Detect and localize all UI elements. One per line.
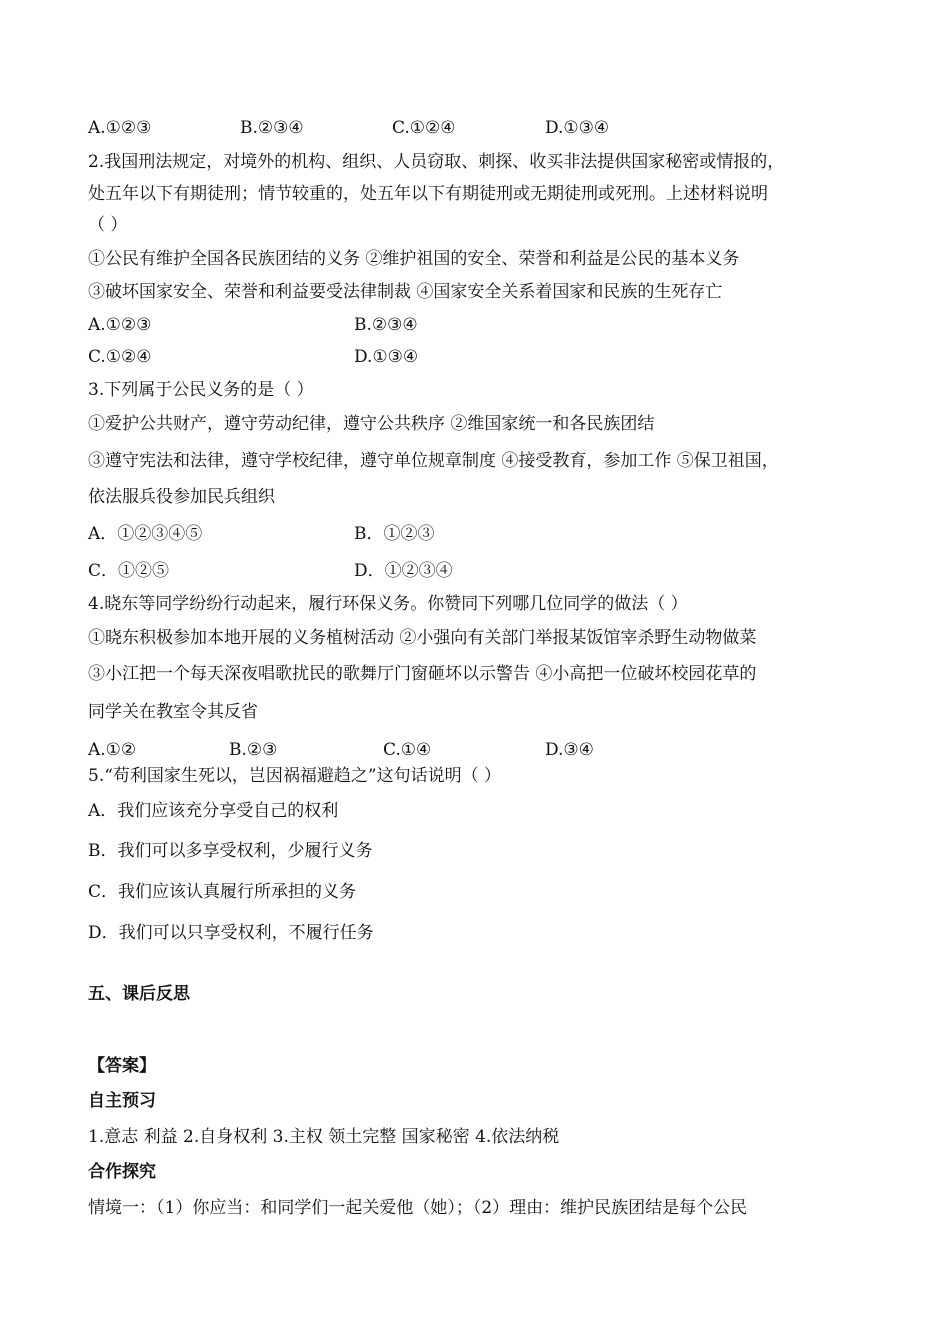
q2-option-c[interactable]: C.①②④ (88, 347, 152, 367)
q1-option-a[interactable]: A.①②③ (88, 118, 152, 138)
q2-option-b[interactable]: B.②③④ (354, 315, 418, 335)
q3-item-line-2: ③遵守宪法和法律，遵守学校纪律，遵守单位规章制度 ④接受教育，参加工作 ⑤保卫祖国， (88, 451, 779, 471)
q4-option-a[interactable]: A.①② (88, 740, 137, 760)
q3-option-a[interactable]: A．①②③④⑤ (88, 524, 203, 544)
q1-option-d[interactable]: D.①③④ (545, 118, 610, 138)
q3-item-line-1: ①爱护公共财产，遵守劳动纪律，遵守公共秩序 ②维国家统一和各民族团结 (88, 414, 655, 434)
q1-option-b[interactable]: B.②③④ (240, 118, 304, 138)
q5-option-a[interactable]: A．我们应该充分享受自己的权利 (88, 801, 339, 821)
answers-cooperation-line: 情境一：（1）你应当：和同学们一起关爱他（她）；（2）理由：维护民族团结是每个公民 (88, 1198, 748, 1218)
q2-stem-line-1: 2.我国刑法规定，对境外的机构、组织、人员窃取、刺探、收买非法提供国家秘密或情报的， (88, 152, 785, 172)
q4-item-line-1: ①晓东积极参加本地开展的义务植树活动 ②小强向有关部门举报某饭馆宰杀野生动物做菜 (88, 628, 757, 648)
answers-preview-line: 1.意志 利益 2.自身权利 3.主权 领土完整 国家秘密 4.依法纳税 (88, 1127, 560, 1147)
answers-title: 【答案】 (88, 1056, 156, 1076)
q2-stem-line-2: 处五年以下有期徒刑；情节较重的，处五年以下有期徒刑或无期徒刑或死刑。上述材料说明 (88, 184, 768, 204)
q2-item-line-2: ③破坏国家安全、荣誉和利益要受法律制裁 ④国家安全关系着国家和民族的生死存亡 (88, 282, 723, 302)
q4-option-d[interactable]: D.③④ (545, 740, 594, 760)
q3-option-c[interactable]: C．①②⑤ (88, 561, 170, 581)
q1-option-c[interactable]: C.①②④ (392, 118, 456, 138)
q4-option-b[interactable]: B.②③ (229, 740, 278, 760)
q3-option-b[interactable]: B．①②③ (354, 524, 435, 544)
q4-item-line-2: ③小江把一个每天深夜唱歌扰民的歌舞厅门窗砸坏以示警告 ④小高把一位破坏校园花草的 (88, 664, 757, 684)
q5-option-b[interactable]: B．我们可以多享受权利，少履行义务 (88, 841, 373, 861)
answers-subheading-cooperation: 合作探究 (88, 1162, 156, 1182)
q2-item-line-1: ①公民有维护全国各民族团结的义务 ②维护祖国的安全、荣誉和利益是公民的基本义务 (88, 249, 740, 269)
q3-option-d[interactable]: D．①②③④ (354, 561, 453, 581)
q5-option-c[interactable]: C．我们应该认真履行所承担的义务 (88, 882, 357, 902)
q2-answer-blank: （ ） (88, 215, 128, 235)
q3-item-line-3: 依法服兵役参加民兵组织 (88, 487, 275, 507)
section-5-heading: 五、课后反思 (88, 984, 190, 1004)
q2-option-d[interactable]: D.①③④ (354, 347, 419, 367)
q4-stem: 4.晓东等同学纷纷行动起来，履行环保义务。你赞同下列哪几位同学的做法（ ） (88, 594, 688, 614)
q4-option-c[interactable]: C.①④ (383, 740, 432, 760)
q5-stem: 5.“苟利国家生死以，岂因祸福避趋之”这句话说明（ ） (88, 766, 502, 786)
answers-subheading-preview: 自主预习 (88, 1091, 156, 1111)
q4-item-line-3: 同学关在教室令其反省 (88, 702, 258, 722)
q3-stem: 3.下列属于公民义务的是（ ） (88, 380, 314, 400)
q2-option-a[interactable]: A.①②③ (88, 315, 152, 335)
q5-option-d[interactable]: D．我们可以只享受权利，不履行任务 (88, 923, 374, 943)
